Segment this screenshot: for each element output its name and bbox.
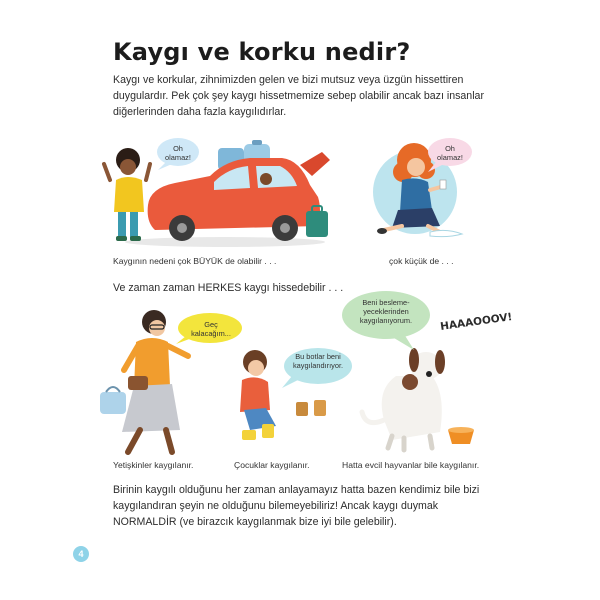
intro-paragraph: Kaygı ve korkular, zihnimizden gelen ve bizi mutsuz veya üzgün hissettiren duygulardır. Pek çok şey kaygı hissetmemize sebep olabilir ancak bazı insanlar diğerlerinden daha fazla kaygılıdırlar. — [113, 74, 484, 118]
caption-adults: Yetişkinler kaygılanır. — [113, 460, 194, 470]
dog-howl-text: HAAAOOOV! — [439, 311, 514, 333]
page-number: 4 — [73, 546, 89, 562]
outro-paragraph: Birinin kaygılı olduğunu her zaman anlayamayız hatta bazen kendimiz bile bizi kaygılandıran şeyin ne olduğunu bilemeyebiliriz! Ancak kaygı duymak NORMALDİR (ve birazcık kaygılanmak bize iyi bile gelebilir). — [113, 484, 480, 528]
caption-big: Kaygının nedeni çok BÜYÜK de olabilir . . . — [113, 256, 277, 266]
caption-small: çok küçük de . . . — [389, 256, 454, 266]
car-scene-illustration — [104, 138, 330, 247]
girl-speech-bubble: Oh olamaz! — [437, 144, 463, 162]
page-title: Kaygı ve korku nedir? — [113, 38, 411, 66]
car-speech-bubble: Oh olamaz! — [165, 144, 191, 162]
middle-line: Ve zaman zaman HERKES kaygı hissedebilir . . . — [113, 282, 344, 294]
dog-speech-bubble: Beni besleme-yeceklerinden kaygılanıyorum. — [359, 298, 413, 325]
boy-speech-bubble: Bu botlar beni kaygılandırıyor. — [292, 352, 344, 370]
caption-pets: Hatta evcil hayvanlar bile kaygılanır. — [342, 460, 480, 470]
woman-speech-bubble: Geç kalacağım... — [191, 320, 231, 338]
caption-children: Çocuklar kaygılanır. — [234, 460, 310, 470]
